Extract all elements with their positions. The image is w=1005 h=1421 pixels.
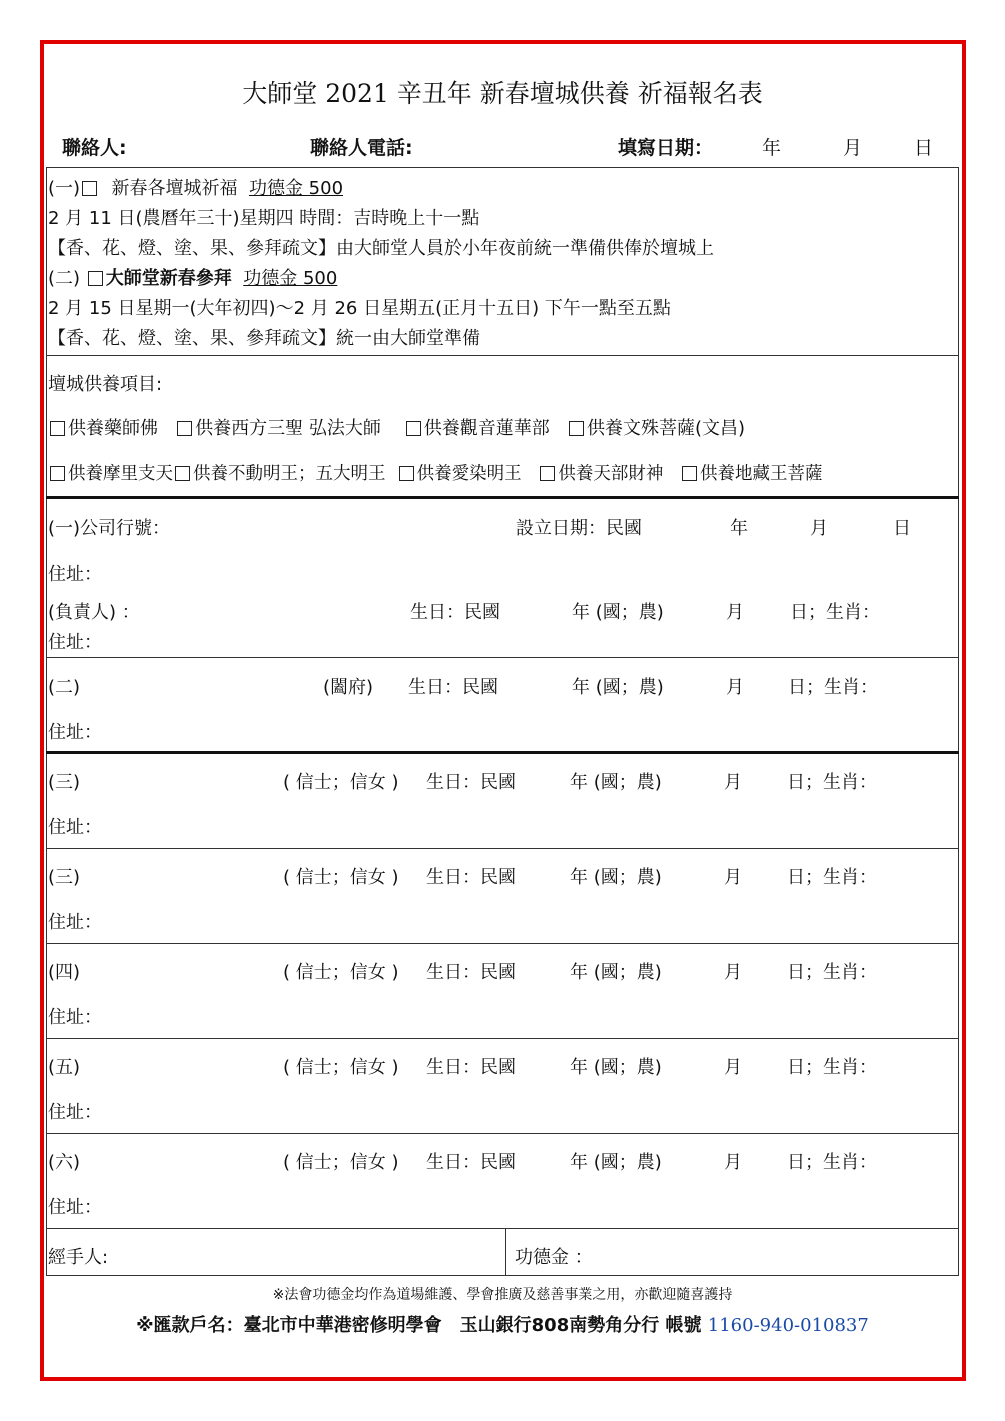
person-num: (三): [48, 867, 81, 888]
person-num: (五): [48, 1057, 81, 1078]
offering-checkbox[interactable]: [50, 421, 65, 436]
owner-address: 住址：: [48, 632, 102, 653]
family-month: 月: [726, 677, 744, 698]
company-est-year: 年: [730, 518, 748, 539]
person-month: 月: [724, 1152, 742, 1173]
donation-label: 功德金 ：: [515, 1247, 593, 1268]
person-gender: ( 信士；信女 ): [283, 772, 399, 793]
item2-label: 大師堂新春參拜: [105, 268, 232, 289]
bank-account-prefix: ※匯款戶名：臺北市中華港密修明學會 玉山銀行808南勢角分行 帳號: [136, 1315, 702, 1336]
item1-desc: 【香、花、燈、塗、果、參拜疏文】由大師堂人員於小年夜前統一準備供俸於壇城上: [48, 238, 714, 259]
item1-label: 新春各壇城祈福: [111, 178, 238, 199]
person-month: 月: [724, 962, 742, 983]
company-est-day: 日: [893, 518, 911, 539]
person-month: 月: [724, 867, 742, 888]
owner-birthday: 生日：民國: [410, 602, 500, 623]
item2-row: (二) 大師堂新春參拜 功德金 500: [48, 268, 338, 289]
bank-account-number: 1160-940-010837: [707, 1315, 869, 1336]
person-address: 住址：: [48, 1007, 102, 1028]
contact-label: 聯絡人:: [62, 137, 127, 159]
person-cal: 年 (國；農): [570, 867, 662, 888]
offering-checkbox[interactable]: [177, 421, 192, 436]
family-zodiac: 日；生肖：: [788, 677, 878, 698]
person-zodiac: 日；生肖：: [787, 772, 877, 793]
fill-date-day: 日: [914, 137, 934, 159]
fill-date-year: 年: [762, 137, 782, 159]
person-address: 住址：: [48, 1197, 102, 1218]
person-birthday: 生日：民國: [426, 962, 516, 983]
person-birthday: 生日：民國: [426, 1057, 516, 1078]
person-gender: ( 信士；信女 ): [283, 962, 399, 983]
person-zodiac: 日；生肖：: [787, 962, 877, 983]
person-month: 月: [724, 772, 742, 793]
person-cal: 年 (國；農): [570, 962, 662, 983]
footer-note: ※法會功德金均作為道場維護、學會推廣及慈善事業之用，亦歡迎隨喜護持: [272, 1287, 733, 1303]
company-owner: (負責人) ：: [48, 602, 140, 623]
person-num: (三): [48, 772, 81, 793]
person-gender: ( 信士；信女 ): [283, 867, 399, 888]
handler-label: 經手人:: [48, 1247, 109, 1268]
bank-account: [0, 1311, 1005, 1337]
divider: [505, 1228, 506, 1276]
person-zodiac: 日；生肖：: [787, 1152, 877, 1173]
item2-checkbox[interactable]: [88, 271, 103, 286]
family-calendar: 年 (國；農): [572, 677, 664, 698]
person-cal: 年 (國；農): [570, 1152, 662, 1173]
item2-desc: 【香、花、燈、塗、果、參拜疏文】統一由大師堂準備: [48, 328, 480, 349]
fill-date-label: 填寫日期：: [618, 137, 714, 159]
item1-fee: 功德金 500: [248, 178, 344, 199]
family-household: (闔府): [323, 677, 374, 698]
person-num: (四): [48, 962, 81, 983]
divider: [46, 848, 959, 849]
offering-checkbox[interactable]: [399, 466, 414, 481]
divider: [46, 1228, 959, 1229]
family-birthday: 生日：民國: [408, 677, 498, 698]
company-label: (一)公司行號：: [48, 518, 171, 539]
person-cal: 年 (國；農): [570, 1057, 662, 1078]
item2-time: 2 月 15 日星期一(大年初四)～2 月 26 日星期五(正月十五日) 下午一點至五點: [48, 298, 671, 319]
offering-checkbox[interactable]: [569, 421, 584, 436]
person-month: 月: [724, 1057, 742, 1078]
person-address: 住址：: [48, 912, 102, 933]
divider: [46, 355, 959, 356]
divider: [46, 496, 959, 499]
divider: [46, 751, 959, 754]
owner-zodiac: 日；生肖：: [790, 602, 880, 623]
offerings-row-2: 供養摩里支天 供養不動明王；五大明王 供養愛染明王 供養天部財神 供養地藏王菩薩: [48, 460, 823, 485]
person-gender: ( 信士；信女 ): [283, 1057, 399, 1078]
divider: [46, 1133, 959, 1134]
offerings-heading: 壇城供養項目:: [48, 374, 163, 395]
offering-checkbox[interactable]: [50, 466, 65, 481]
owner-month: 月: [726, 602, 744, 623]
family-address: 住址：: [48, 722, 102, 743]
company-address: 住址：: [48, 564, 102, 585]
offering-checkbox[interactable]: [175, 466, 190, 481]
person-address: 住址：: [48, 817, 102, 838]
offerings-row-1: 供養藥師佛 供養西方三聖 弘法大師 供養觀音蓮華部 供養文殊菩薩(文昌): [48, 414, 745, 440]
person-num: (六): [48, 1152, 81, 1173]
item1-row: (一) 新春各壇城祈福 功德金 500: [48, 178, 344, 199]
person-zodiac: 日；生肖：: [787, 867, 877, 888]
person-address: 住址：: [48, 1102, 102, 1123]
company-est-date: 設立日期：民國: [516, 518, 642, 539]
fill-date-month: 月: [843, 137, 863, 159]
offering-checkbox[interactable]: [540, 466, 555, 481]
person-birthday: 生日：民國: [426, 772, 516, 793]
person-birthday: 生日：民國: [426, 1152, 516, 1173]
offering-checkbox[interactable]: [682, 466, 697, 481]
offering-checkbox[interactable]: [406, 421, 421, 436]
divider: [46, 657, 959, 658]
person-gender: ( 信士；信女 ): [283, 1152, 399, 1173]
item1-checkbox[interactable]: [82, 181, 97, 196]
person-birthday: 生日：民國: [426, 867, 516, 888]
item2-fee: 功德金 500: [243, 268, 338, 289]
owner-calendar: 年 (國；農): [572, 602, 664, 623]
divider: [46, 1038, 959, 1039]
family-num: (二): [48, 677, 81, 698]
company-est-month: 月: [810, 518, 828, 539]
divider: [46, 943, 959, 944]
item1-time: 2 月 11 日(農曆年三十)星期四 時間：吉時晚上十一點: [48, 208, 480, 229]
phone-label: 聯絡人電話:: [310, 137, 413, 159]
person-zodiac: 日；生肖：: [787, 1057, 877, 1078]
person-cal: 年 (國；農): [570, 772, 662, 793]
page-title: 大師堂 2021 辛丑年 新春壇城供養 祈福報名表: [242, 79, 763, 108]
